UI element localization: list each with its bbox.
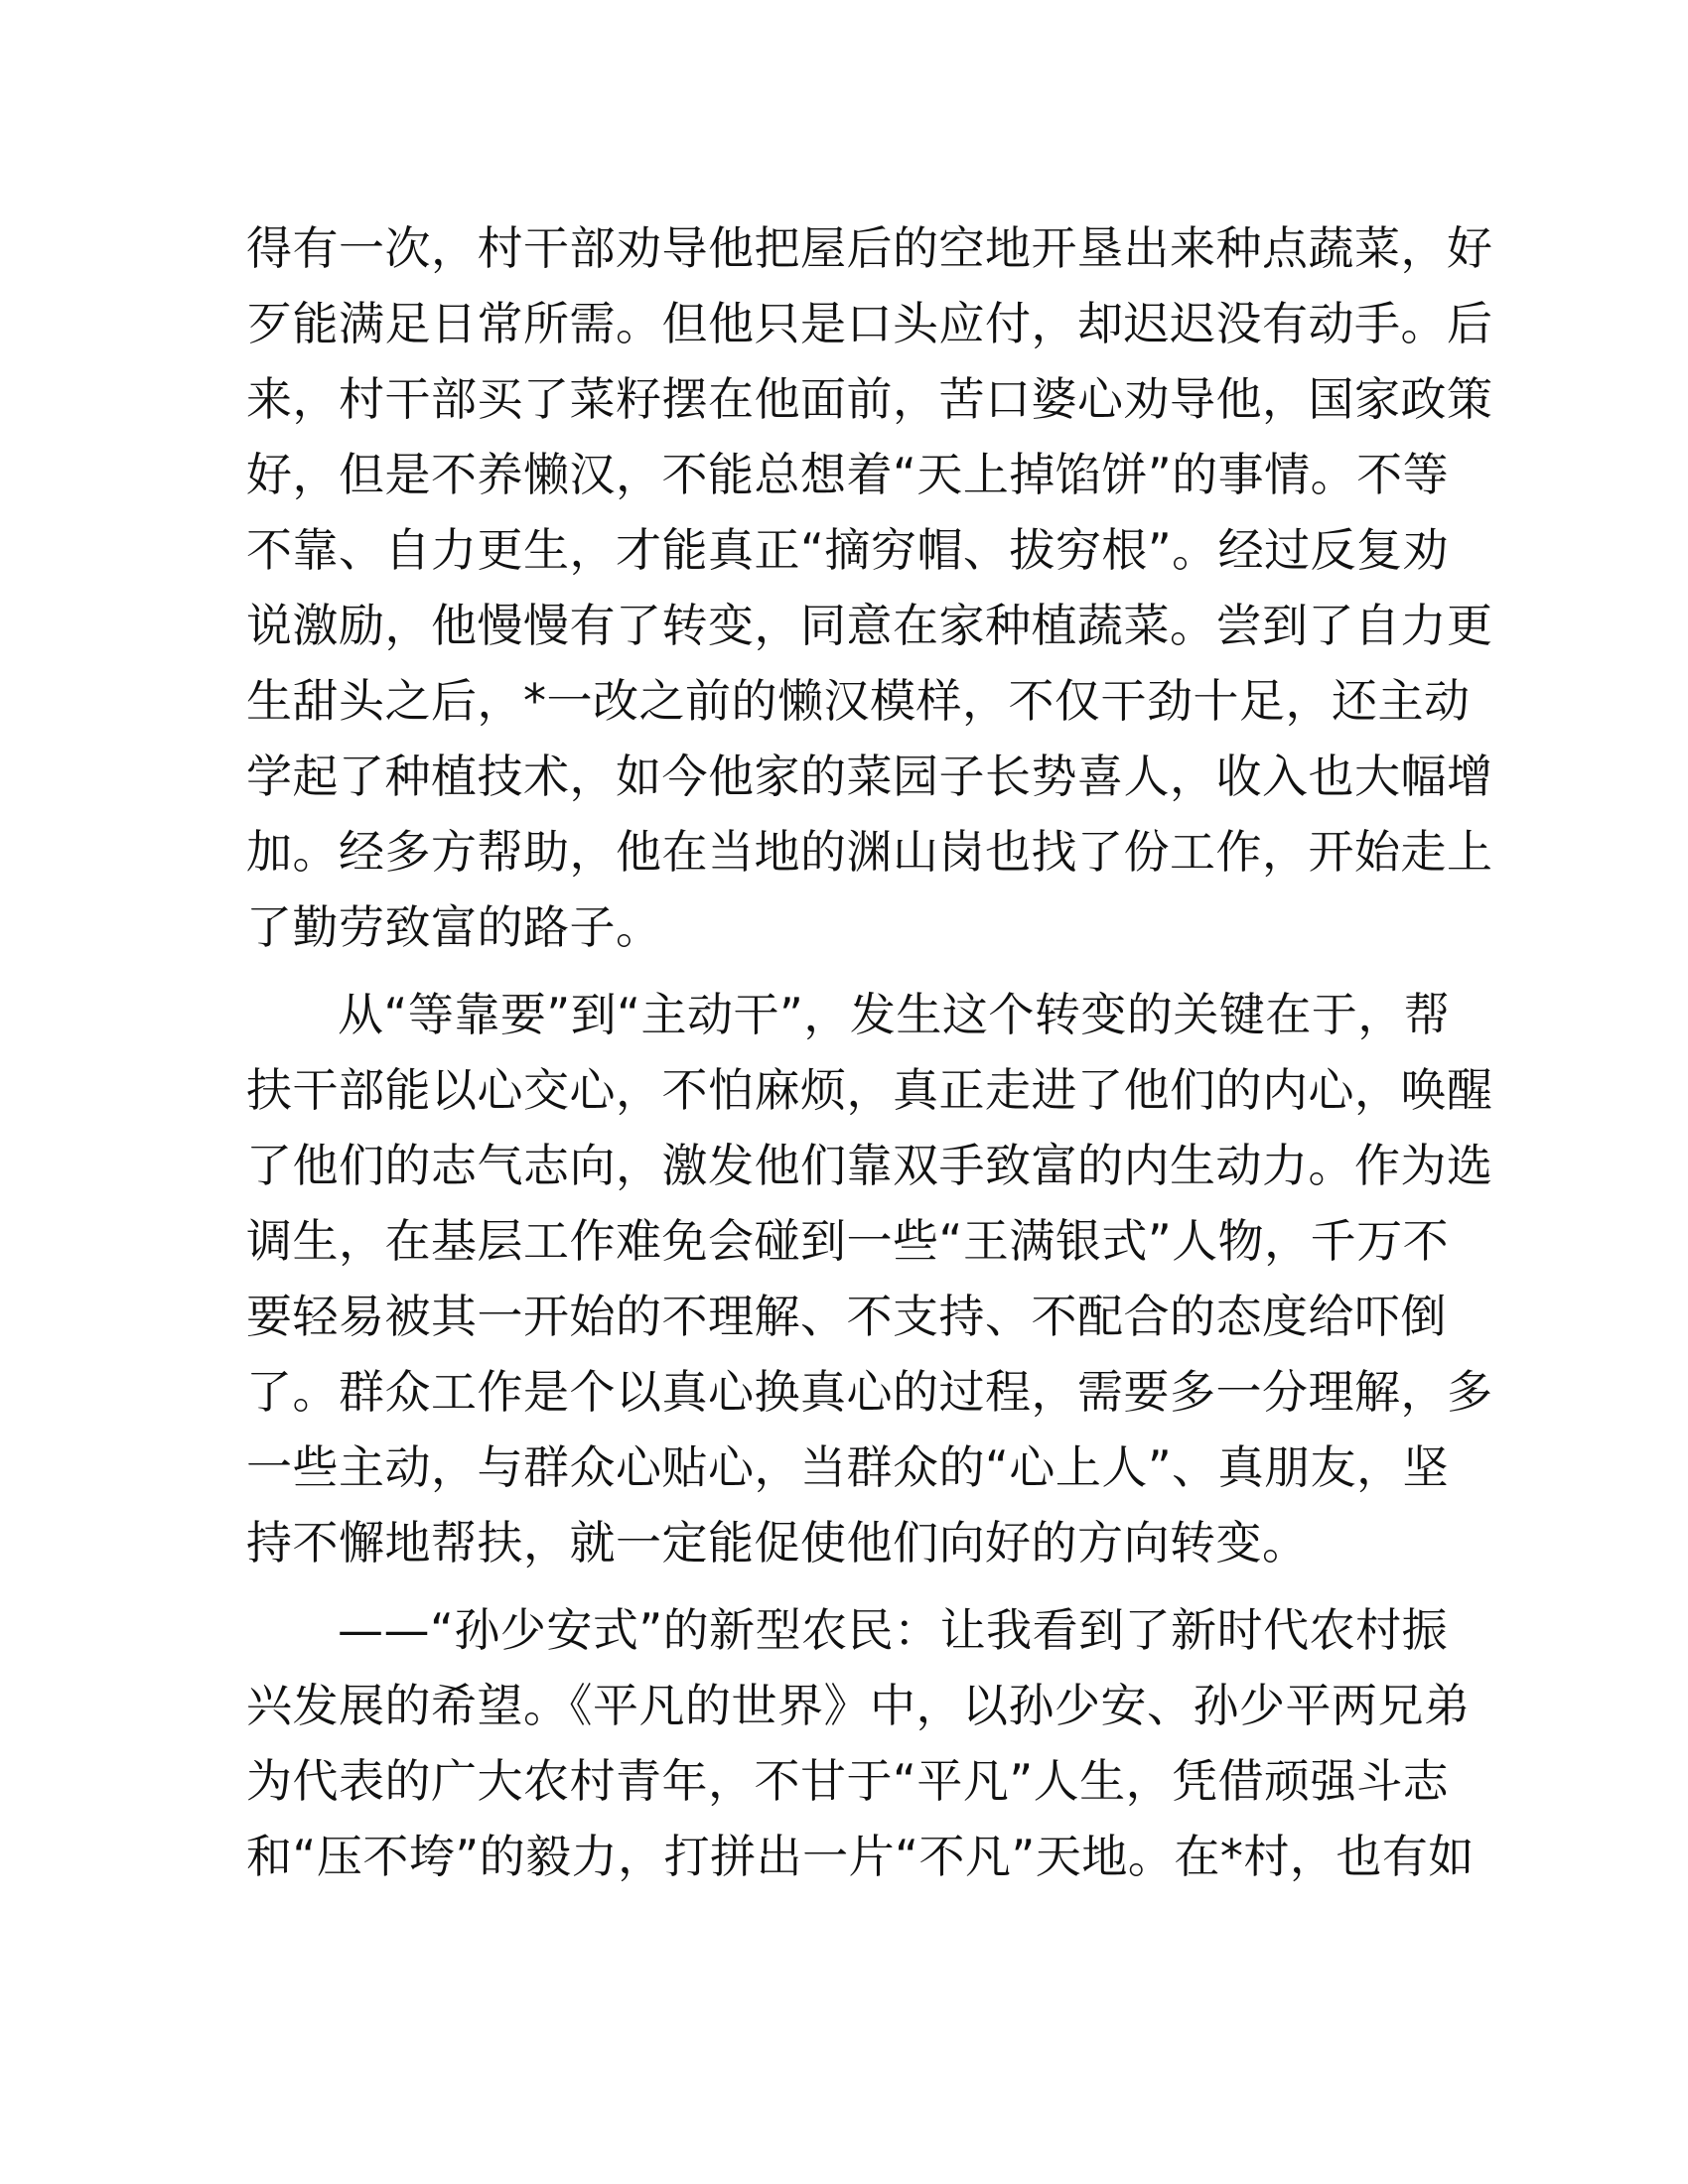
text-line: 持不懈地帮扶，就一定能促使他们向好的方向转变。 (246, 1516, 1309, 1570)
body-text (246, 210, 1493, 1894)
paragraph-3 (246, 1592, 1475, 1894)
text-line: 说激励，他慢慢有了转变，同意在家种植蔬菜。尝到了自力更 (246, 599, 1493, 652)
text-line: 和“压不垮”的毅力，打拼出一片“不凡”天地。在*村，也有如 (246, 1830, 1475, 1883)
text-line: 加。经多方帮助，他在当地的渊山岗也找了份工作，开始走上 (246, 825, 1493, 879)
text-line: 调生，在基层工作难免会碰到一些“王满银式”人物，千万不 (246, 1214, 1450, 1268)
text-line: ——“孙少安式”的新型农民：让我看到了新时代农村振 (338, 1603, 1449, 1657)
text-line: 好，但是不养懒汉，不能总想着“天上掉馅饼”的事情。不等 (246, 448, 1450, 501)
paragraph-1 (246, 210, 1493, 965)
text-line: 一些主动，与群众心贴心，当群众的“心上人”、真朋友，坚 (246, 1440, 1450, 1494)
text-line: 从“等靠要”到“主动干”，发生这个转变的关键在于，帮 (338, 988, 1451, 1041)
text-line: 了。群众工作是个以真心换真心的过程，需要多一分理解，多 (246, 1365, 1493, 1419)
text-line: 生甜头之后，*一改之前的懒汉模样，不仅干劲十足，还主动 (246, 674, 1471, 728)
text-line: 歹能满足日常所需。但他只是口头应付，却迟迟没有动手。后 (246, 297, 1493, 350)
text-line: 兴发展的希望。《平凡的世界》中，以孙少安、孙少平两兄弟 (246, 1679, 1471, 1732)
text-line: 来，村干部买了菜籽摆在他面前，苦口婆心劝导他，国家政策 (246, 372, 1493, 426)
text-line: 不靠、自力更生，才能真正“摘穷帽、拔穷根”。经过反复劝 (246, 523, 1450, 577)
text-line: 要轻易被其一开始的不理解、不支持、不配合的态度给吓倒 (246, 1290, 1447, 1343)
text-line: 扶干部能以心交心，不怕麻烦，真正走进了他们的内心，唤醒 (246, 1063, 1493, 1117)
text-line: 得有一次，村干部劝导他把屋后的空地开垦出来种点蔬菜，好 (246, 221, 1493, 275)
paragraph-2 (246, 977, 1493, 1580)
text-line: 为代表的广大农村青年，不甘于“平凡”人生，凭借顽强斗志 (246, 1754, 1450, 1808)
text-line: 了勤劳致富的路子。 (246, 900, 662, 954)
text-line: 学起了种植技术，如今他家的菜园子长势喜人，收入也大幅增 (246, 750, 1493, 803)
text-line: 了他们的志气志向，激发他们靠双手致富的内生动力。作为选 (246, 1139, 1493, 1192)
